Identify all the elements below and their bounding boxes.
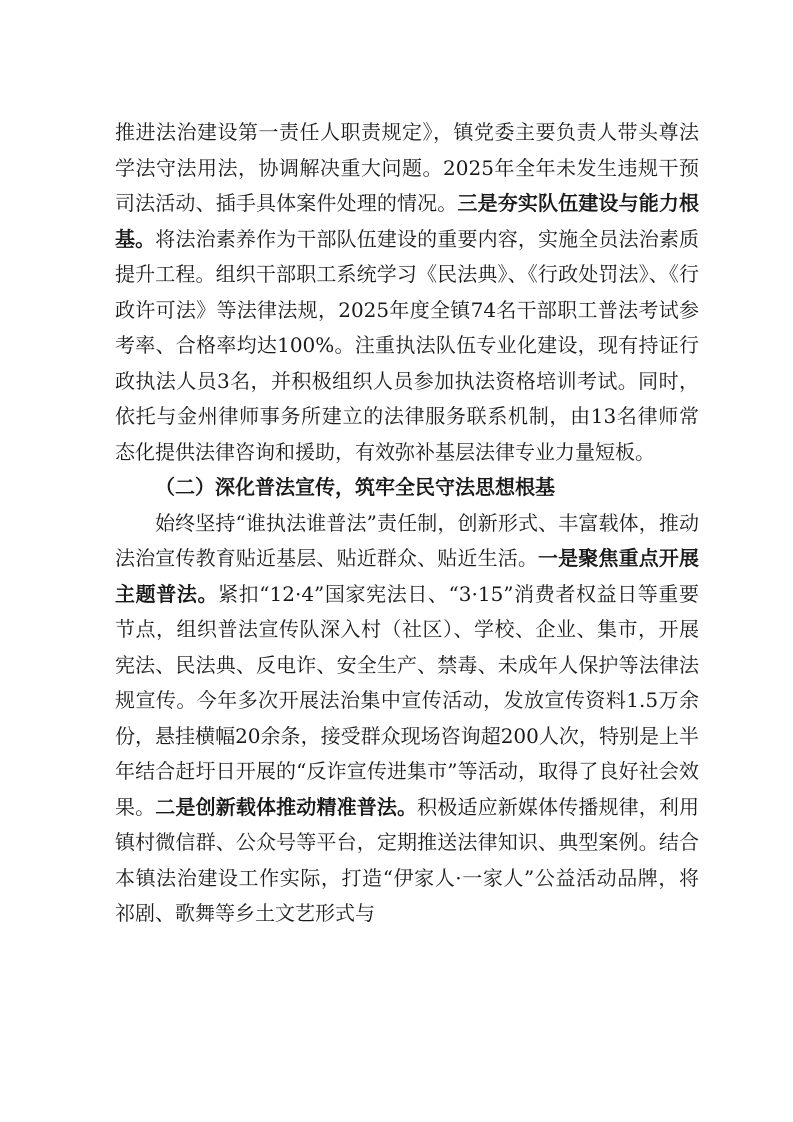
text-segment: 始终坚持“谁执法谁普法”责任制，创新形式、丰富载体，推动法治宣传教育贴近基层、贴近群众、贴近生活。	[115, 510, 699, 570]
bold-lead-phrase: 三是夯实队伍建设与能力根基。	[115, 191, 700, 251]
bold-lead-phrase: 一是聚焦重点开展主题普法。	[115, 546, 699, 606]
body-paragraph-1	[115, 115, 699, 470]
text-segment: 推进法治建设第一责任人职责规定》，镇党委主要负责人带头尊法学法守法用法，协调解决重大问题。2025年全年未发生违规干预司法活动、插手具体案件处理的情况。	[115, 120, 699, 215]
section-heading: （二）深化普法宣传，筑牢全民守法思想根基	[155, 475, 555, 499]
text-segment: 紧扣“12·4”国家宪法日、“3·15”消费者权益日等重要节点，组织普法宣传队深入村（社区）、学校、企业、集市，开展宪法、民法典、反电诈、安全生产、禁毒、未成年人保护等法律法规宣传。今年多次开展法治集中宣传活动，发放宣传资料1.5万余份，悬挂横幅20余条，接受群众现场咨询超200人次，特别是上半年结合赶圩日开展的“反诈宣传进集市”等活动，取得了良好社会效果。	[115, 581, 700, 819]
text-segment: 积极适应新媒体传播规律，利用镇村微信群、公众号等平台，定期推送法律知识、典型案例。结合本镇法治建设工作实际，打造“伊家人·一家人”公益活动品牌，将祁剧、歌舞等乡土文艺形式与	[115, 794, 700, 925]
text-segment: 将法治素养作为干部队伍建设的重要内容，实施全员法治素质提升工程。组织干部职工系统学习《民法典》、《行政处罚法》、《行政许可法》等法律法规，2025年度全镇74名干部职工普法考试参考率、合格率均达100%。注重执法队伍专业化建设，现有持证行政执法人员3名，并积极组织人员参加执法资格培训考试。同时，依托与金州律师事务所建立的法律服务联系机制，由13名律师常态化提供法律咨询和援助，有效弥补基层法律专业力量短板。	[115, 226, 700, 464]
document-body	[115, 115, 699, 932]
body-paragraph-2	[115, 506, 699, 932]
bold-lead-phrase: 二是创新载体推动精准普法。	[155, 794, 418, 819]
